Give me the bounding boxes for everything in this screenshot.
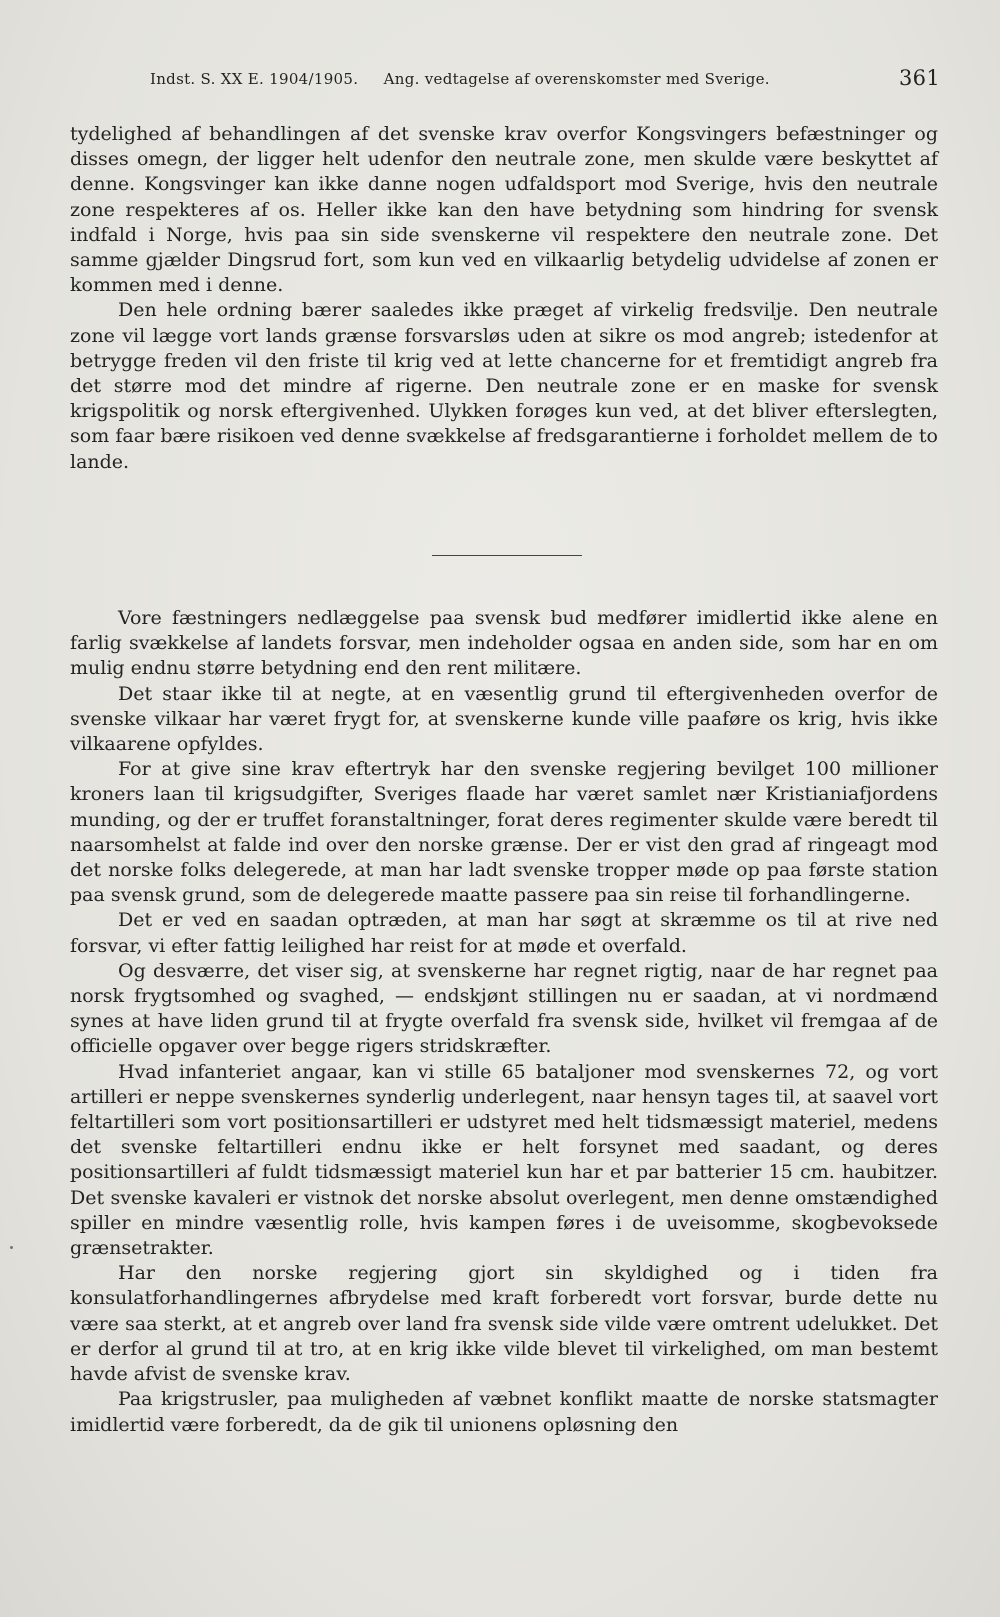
paragraph: Hvad infanteriet angaar, kan vi stille 65 bataljoner mod svenskernes 72, og vort artilleri er neppe svenskernes synderlig underlegent, naar hensyn tages til, at saavel vort feltartilleri som vort positionsartilleri er udstyret med helt tidsmæssigt materiel, medens det svenske feltartilleri endnu ikke er helt forsynet med saadant, og deres positionsartilleri af fuldt tidsmæssigt materiel kun har et par batterier 15 cm. haubitzer. Det svenske kavaleri er vistnok det norske absolut overlegent, men denne omstændighed spiller en mindre væsentlig rolle, hvis kampen føres i de uveisomme, skogbevoksede grænsetrakter. [70,1060,938,1260]
paragraph: For at give sine krav eftertryk har den svenske regjering bevilget 100 millioner kroners laan til krigsudgifter, Sveriges flaade har været samlet nær Kristianiafjordens munding, og der er truffet foranstaltninger, forat deres regimenter skulde være beredt til naarsomhelst at falde ind over den norske grænse. Der er vist den grad af ringeagt mod det norske folks delegerede, at man har ladt svenske tropper møde op paa første station paa svensk grund, som de delegerede maatte passere paa sin reise til forhandlingerne. [70,758,938,907]
header-reference: Indst. S. XX E. 1904/1905. [150,70,359,88]
paragraph: Paa krigstrusler, paa muligheden af væbnet konflikt maatte de norske statsmagter imidlertid være forberedt, da de gik til unionens opløsning den [70,1388,938,1436]
paragraph: Det er ved en saadan optræden, at man har søgt at skræmme os til at rive ned forsvar, vi efter fattig leilighed har reist for at møde et overfald. [70,909,938,957]
paragraph: Har den norske regjering gjort sin skyldighed og i tiden fra konsulatforhandlingernes afbrydelse med kraft forberedt vort forsvar, burde dette nu være saa sterkt, at et angreb over land fra svensk side vilde være omtrent udelukket. Det er derfor al grund til at tro, at en krig ikke vilde blevet til virkelighed, om man bestemt havde afvist de svenske krav. [70,1262,938,1386]
page-number: 361 [899,66,940,90]
running-header [150,66,940,90]
paragraph: tydelighed af behandlingen af det svenske krav overfor Kongsvingers befæstninger og disses omegn, der ligger helt udenfor den neutrale zone, men skulde være beskyttet af denne. Kongsvinger kan ikke danne nogen udfaldsport mod Sverige, hvis den neutrale zone respekteres af os. Heller ikke kan den have betydning som hindring for svensk indfald i Norge, hvis paa sin side svenskerne vil respektere den neutrale zone. Det samme gjælder Dingsrud fort, som kun ved en vilkaarlig betydelig udvidelse af zonen er kommen med i denne. [70,123,938,297]
section-bottom [70,606,938,1438]
section-top [70,122,938,475]
header-title: Ang. vedtagelse af overenskomster med Sverige. [383,70,770,88]
paragraph: Det staar ikke til at negte, at en væsentlig grund til eftergivenheden overfor de svenske vilkaar har været frygt for, at svenskerne kunde ville paaføre os krig, hvis ikke vilkaarene opfyldes. [70,682,938,756]
margin-mark [10,1246,13,1249]
paragraph: Den hele ordning bærer saaledes ikke præget af virkelig fredsvilje. Den neutrale zone vil lægge vort lands grænse forsvarsløs uden at sikre os mod angreb; istedenfor at betrygge freden vil den friste til krig ved at lette chancerne for et fremtidigt angreb fra det større mod det mindre af rigerne. Den neutrale zone er en maske for svensk krigspolitik og norsk eftergivenhed. Ulykken forøges kun ved, at det bliver efterslegten, som faar bære risikoen ved denne svækkelse af fredsgarantierne i forholdet mellem de to lande. [70,299,938,473]
paragraph: Vore fæstningers nedlæggelse paa svensk bud medfører imidlertid ikke alene en farlig svækkelse af landets forsvar, men indeholder ogsaa en anden side, som har en om mulig endnu større betydning end den rent militære. [70,607,938,680]
paragraph: Og desværre, det viser sig, at svenskerne har regnet rigtig, naar de har regnet paa norsk frygtsomhed og svaghed, — endskjønt stillingen nu er saadan, at vi nordmænd synes at have liden grund til at frygte overfald fra svensk side, hvilket vil fremgaa af de officielle opgaver over begge rigers stridskræfter. [70,959,938,1058]
section-divider [432,555,582,556]
